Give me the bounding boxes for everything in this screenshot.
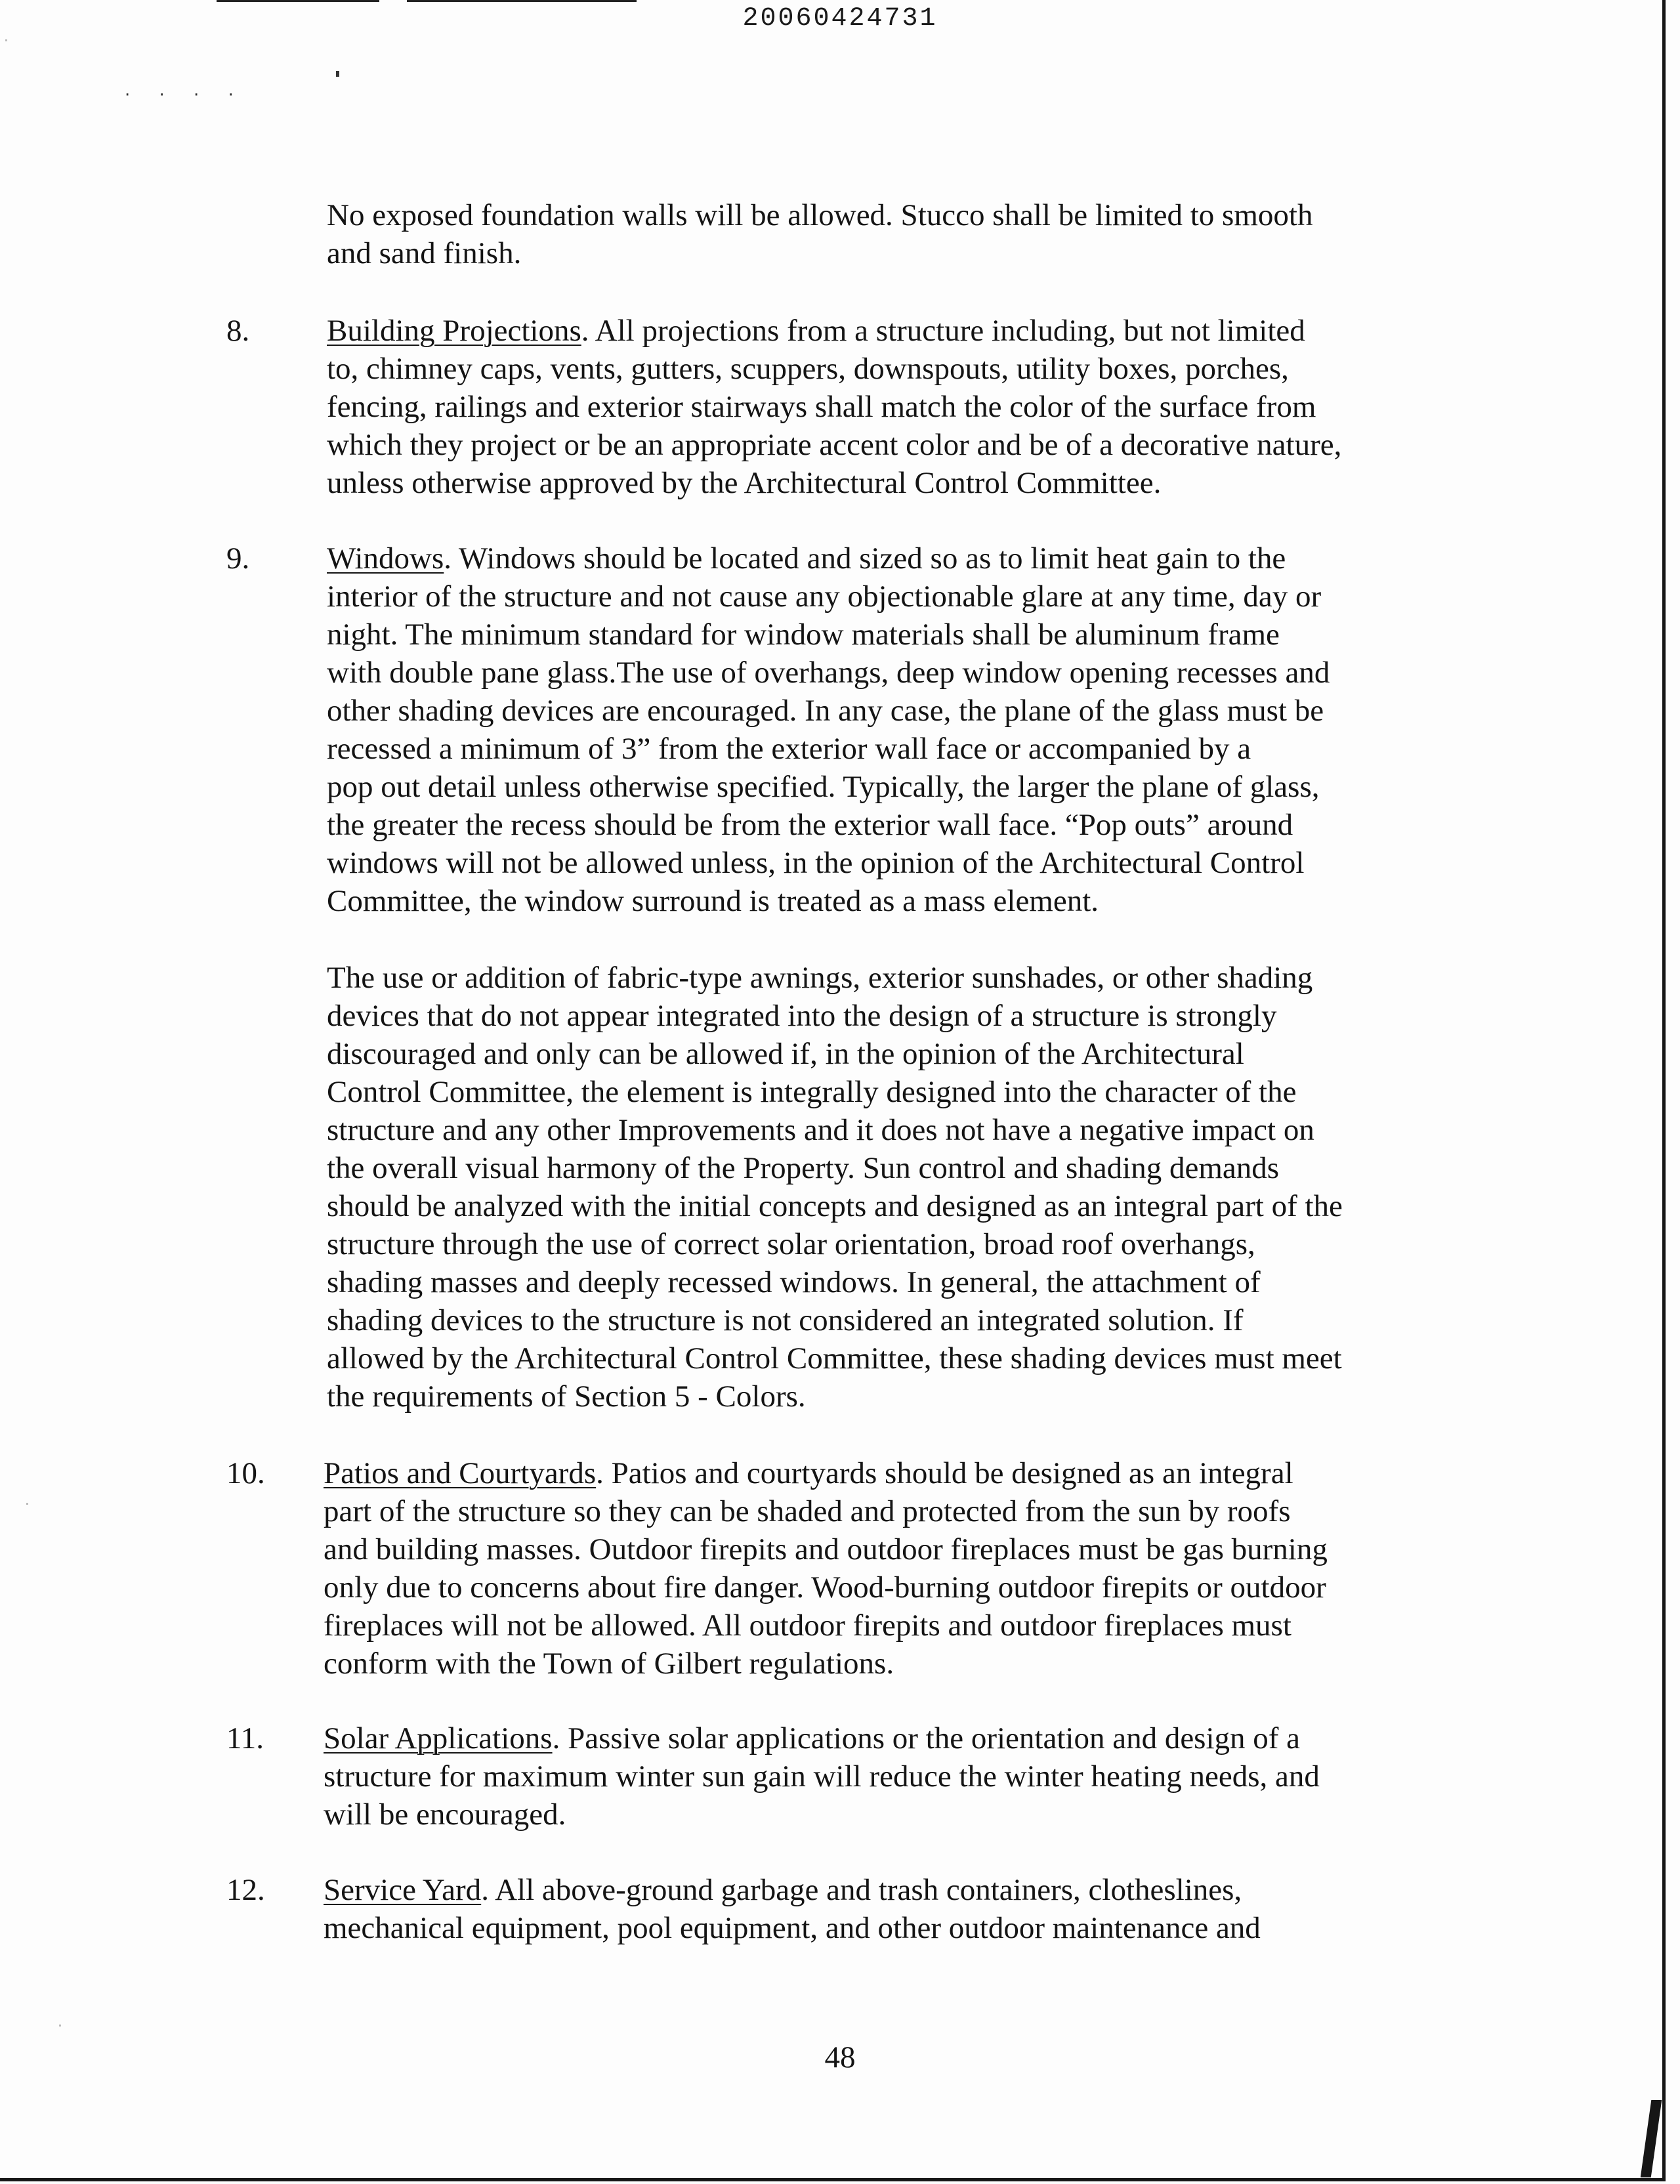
scan-specks: · · · · xyxy=(125,85,245,105)
scan-edge-mark xyxy=(59,2025,61,2026)
section-number: 12. xyxy=(226,1873,265,1907)
text-line: The use or addition of fabric-type awnings, exterior sunshades, or other shading xyxy=(327,961,1313,995)
section-heading: Solar Applications xyxy=(324,1721,553,1755)
text-line: structure for maximum winter sun gain will reduce the winter heating needs, and xyxy=(324,1759,1320,1794)
text-line: discouraged and only can be allowed if, in the opinion of the Architectural xyxy=(327,1037,1244,1071)
scan-speck xyxy=(336,71,339,77)
section-first-line xyxy=(327,539,1330,578)
text-line: mechanical equipment, pool equipment, and other outdoor maintenance and xyxy=(324,1911,1261,1945)
text-line: Control Committee, the element is integrally designed into the character of the xyxy=(327,1075,1297,1109)
text-line: allowed by the Architectural Control Committee, these shading devices must meet xyxy=(327,1341,1342,1376)
section-building-projections xyxy=(327,312,1341,502)
text-line: shading devices to the structure is not considered an integrated solution. If xyxy=(327,1303,1244,1337)
text-line: unless otherwise approved by the Architectural Control Committee. xyxy=(327,466,1162,500)
text-line: recessed a minimum of 3” from the exterior wall face or accompanied by a xyxy=(327,732,1251,766)
text-line: windows will not be allowed unless, in the opinion of the Architectural Control xyxy=(327,846,1305,880)
windows-paragraph-2 xyxy=(327,959,1343,1416)
scan-top-line xyxy=(217,0,379,2)
scan-border-mark xyxy=(1641,2100,1662,2177)
section-first-line xyxy=(324,1454,1328,1492)
scan-edge-mark xyxy=(5,39,7,41)
section-heading: Building Projections xyxy=(327,314,581,348)
text-line: fireplaces will not be allowed. All outdoor firepits and outdoor fireplaces must xyxy=(324,1608,1292,1643)
section-first-line-text: . All projections from a structure including, but not limited xyxy=(581,314,1305,348)
text-line: the greater the recess should be from the exterior wall face. “Pop outs” around xyxy=(327,808,1293,842)
text-line: should be analyzed with the initial concepts and designed as an integral part of the xyxy=(327,1189,1343,1223)
text-line: structure through the use of correct solar orientation, broad roof overhangs, xyxy=(327,1227,1255,1261)
text-line: only due to concerns about fire danger. Wood-burning outdoor firepits or outdoor xyxy=(324,1570,1326,1605)
section-solar-applications xyxy=(324,1719,1320,1834)
scan-border-bottom xyxy=(0,2178,1666,2181)
text-line: to, chimney caps, vents, gutters, scuppers, downspouts, utility boxes, porches, xyxy=(327,352,1289,386)
text-line: with double pane glass.The use of overhangs, deep window opening recesses and xyxy=(327,656,1330,690)
section-patios-courtyards xyxy=(324,1454,1328,1683)
text-line: shading masses and deeply recessed windows. In general, the attachment of xyxy=(327,1265,1261,1299)
scan-edge-mark xyxy=(26,1503,28,1505)
text-line: conform with the Town of Gilbert regulations. xyxy=(324,1647,894,1681)
scan-border-right xyxy=(1662,0,1666,2180)
continuation-paragraph xyxy=(327,196,1312,272)
text-line: part of the structure so they can be shaded and protected from the sun by roofs xyxy=(324,1494,1291,1528)
section-first-line-text: . All above-ground garbage and trash containers, clotheslines, xyxy=(481,1873,1242,1907)
section-number: 9. xyxy=(226,541,250,576)
section-windows xyxy=(327,539,1330,920)
text-line: structure and any other Improvements and it does not have a negative impact on xyxy=(327,1113,1314,1147)
page-number: 48 xyxy=(824,2040,856,2074)
section-first-line xyxy=(327,312,1341,350)
text-line: other shading devices are encouraged. In any case, the plane of the glass must be xyxy=(327,694,1324,728)
text-line: pop out detail unless otherwise specified. Typically, the larger the plane of glass, xyxy=(327,770,1320,804)
text-line: devices that do not appear integrated into the design of a structure is strongly xyxy=(327,999,1277,1033)
section-first-line-text: . Passive solar applications or the orientation and design of a xyxy=(552,1721,1301,1755)
text-line: fencing, railings and exterior stairways shall match the color of the surface from xyxy=(327,390,1316,424)
section-first-line-text: . Patios and courtyards should be designed as an integral xyxy=(596,1456,1293,1490)
section-first-line xyxy=(324,1871,1261,1909)
document-number: 20060424731 xyxy=(742,4,938,33)
text-line: Committee, the window surround is treated as a mass element. xyxy=(327,884,1099,918)
text-line: the overall visual harmony of the Property. Sun control and shading demands xyxy=(327,1151,1280,1185)
section-first-line-text: . Windows should be located and sized so as to limit heat gain to the xyxy=(444,541,1286,576)
section-heading: Windows xyxy=(327,541,444,576)
section-number: 11. xyxy=(226,1721,264,1755)
text-line: No exposed foundation walls will be allowed. Stucco shall be limited to smooth xyxy=(327,198,1313,232)
text-line: and sand finish. xyxy=(327,236,522,270)
text-line: night. The minimum standard for window materials shall be aluminum frame xyxy=(327,618,1280,652)
section-heading: Patios and Courtyards xyxy=(324,1456,597,1490)
text-line: and building masses. Outdoor firepits and outdoor fireplaces must be gas burning xyxy=(324,1532,1328,1566)
section-number: 8. xyxy=(226,314,250,348)
scan-top-line xyxy=(407,0,637,2)
text-line: the requirements of Section 5 - Colors. xyxy=(327,1379,806,1414)
section-heading: Service Yard xyxy=(324,1873,482,1907)
text-line: which they project or be an appropriate accent color and be of a decorative nature, xyxy=(327,428,1342,462)
section-service-yard xyxy=(324,1871,1261,1947)
section-first-line xyxy=(324,1719,1320,1757)
section-number: 10. xyxy=(226,1456,265,1490)
text-line: will be encouraged. xyxy=(324,1797,566,1832)
text-line: interior of the structure and not cause any objectionable glare at any time, day or xyxy=(327,579,1322,614)
